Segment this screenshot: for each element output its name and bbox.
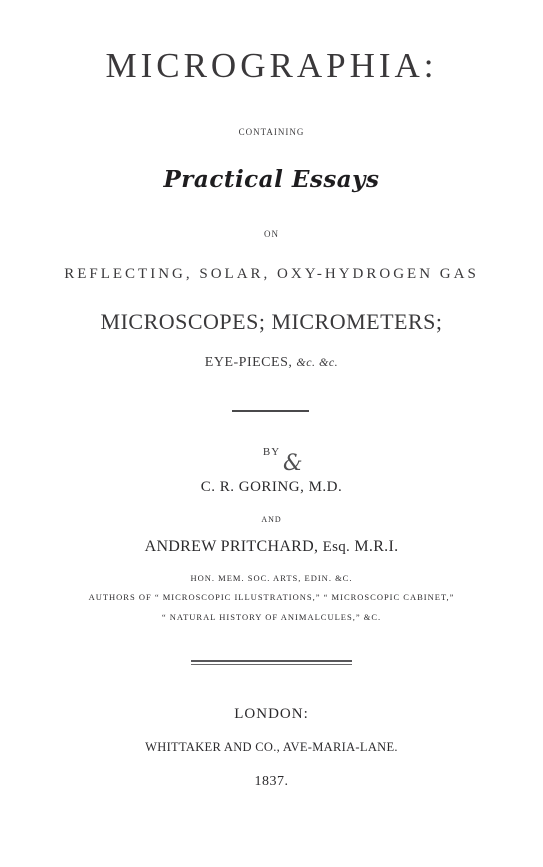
and-label: AND bbox=[261, 515, 282, 524]
book-title: MICROGRAPHIA: bbox=[105, 46, 438, 85]
double-rule-bottom bbox=[191, 664, 352, 665]
by-label: BY bbox=[262, 446, 281, 458]
subject-line-3 bbox=[0, 355, 543, 371]
imprint-year: 1837. bbox=[254, 774, 289, 789]
divider-rule bbox=[232, 410, 309, 412]
subtitle-blackletter: Practical Essays bbox=[163, 166, 380, 193]
credentials-line-2: AUTHORS OF “ MICROSCOPIC ILLUSTRATIONS,” “ MICROSCOPIC CABINET,” bbox=[88, 592, 455, 602]
subject-line-3-etc: &c. &c. bbox=[296, 355, 339, 369]
ampersand-flourish-icon: & bbox=[283, 451, 303, 476]
author-goring: C. R. GORING, M.D. bbox=[200, 479, 343, 495]
author-pritchard-esq: Esq. bbox=[322, 539, 351, 555]
author-pritchard-name: ANDREW PRITCHARD, bbox=[144, 538, 319, 555]
containing-label: CONTAINING bbox=[238, 127, 305, 137]
author-pritchard bbox=[0, 538, 543, 556]
credentials-line-1: HON. MEM. SOC. ARTS, EDIN. &C. bbox=[190, 573, 353, 583]
credentials-line-3: “ NATURAL HISTORY OF ANIMALCULES,” &C. bbox=[161, 612, 382, 622]
imprint-city: LONDON: bbox=[234, 706, 309, 722]
subject-line-2: MICROSCOPES; MICROMETERS; bbox=[100, 309, 443, 334]
double-rule-top bbox=[191, 660, 352, 662]
subject-line-3-main: EYE-PIECES, bbox=[204, 355, 293, 370]
author-pritchard-suffix: M.R.I. bbox=[354, 538, 399, 555]
on-label: ON bbox=[264, 229, 279, 239]
imprint-publisher: WHITTAKER AND CO., AVE-MARIA-LANE. bbox=[145, 740, 398, 754]
subject-line-1: REFLECTING, SOLAR, OXY-HYDROGEN GAS bbox=[64, 266, 479, 282]
